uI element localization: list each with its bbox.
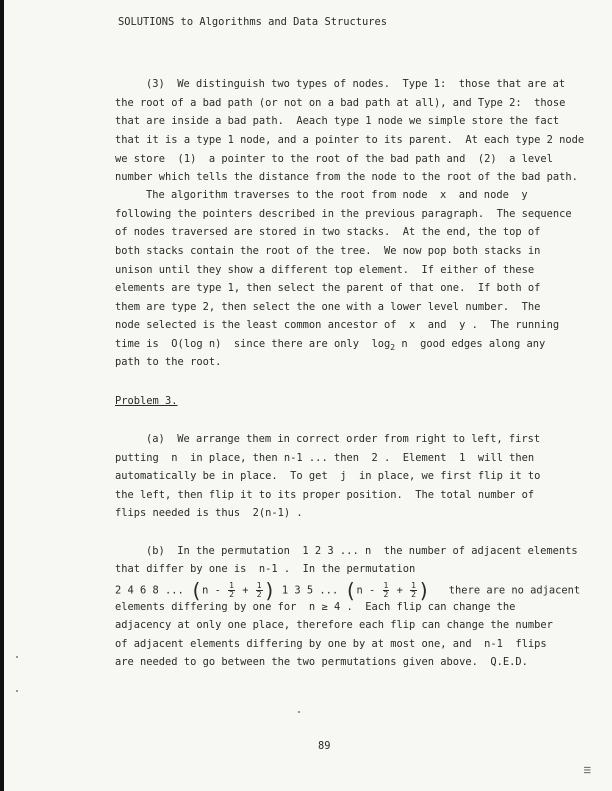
fraction-half	[256, 582, 263, 599]
part-b-line-4: adjacency at only one place, therefore each flip can change the number	[115, 619, 553, 631]
frac-num: 1	[229, 581, 234, 590]
perm-odds: 1 3 5 ...	[275, 584, 345, 597]
frac-num: 1	[383, 581, 389, 590]
part-b-line-1: (b) In the permutation 1 2 3 ... n the number of adjacent elements	[146, 545, 578, 557]
para3-line-5: we store (1) a pointer to the root of the bad path and (2) a level	[115, 153, 553, 165]
algo-line-4: both stacks contain the root of the tree. We now pop both stacks in	[115, 245, 541, 257]
problem-heading: Problem 3.	[115, 395, 178, 407]
paren-close: )	[417, 578, 431, 603]
frac-num: 1	[411, 581, 416, 590]
paren-open: (	[190, 578, 203, 603]
scan-speck	[298, 711, 300, 713]
perm-tail: there are no adjacent	[430, 584, 581, 597]
perm-evens: 2 4 6 8 ...	[115, 584, 191, 597]
perm-plus: +	[235, 584, 255, 597]
algo-line-7: them are type 2, then select the one with a lower level number. The	[115, 301, 541, 313]
page-number: 89	[318, 740, 331, 752]
algo-line-3: of nodes traversed are stored in two stacks. At the end, the top of	[115, 226, 541, 238]
algo-line-1: The algorithm traverses to the root from node x and node y	[146, 189, 528, 201]
part-b-line-2: that differ by one is n-1 . In the permutation	[115, 563, 416, 575]
part-a-line-4: the left, then flip it to its proper position. The total number of	[115, 489, 535, 501]
part-b-line-5: of adjacent elements differing by one by at most one, and n-1 flips	[115, 638, 547, 650]
part-b-line-6: are needed to go between the two permutations given above. Q.E.D.	[115, 656, 528, 668]
paren-open: (	[344, 578, 357, 603]
para3-line-1: (3) We distinguish two types of nodes. Type 1: those that are at	[146, 78, 566, 90]
log-base: 2	[390, 343, 396, 352]
fraction-half	[410, 582, 417, 599]
algo-time-pre: time is O(log n) since there are only log	[115, 338, 391, 350]
permutation-formula	[115, 578, 581, 603]
fraction-half	[228, 582, 235, 599]
perm-n-minus-2: n -	[356, 584, 382, 597]
para3-line-4: that it is a type 1 node, and a pointer to its parent. At each type 2 node	[115, 134, 585, 146]
frac-den: 2	[411, 590, 416, 599]
para3-line-3: that are inside a bad path. Aeach type 1 node we simple store the fact	[115, 115, 560, 127]
part-a-line-5: flips needed is thus 2(n-1) .	[115, 507, 303, 519]
frac-num: 1	[256, 581, 262, 590]
scan-speck	[16, 690, 18, 692]
algo-line-last: path to the root.	[115, 356, 222, 368]
perm-n-minus: n -	[202, 584, 228, 597]
scan-speck	[16, 656, 18, 658]
algo-time-post: n good edges along any	[395, 338, 546, 350]
part-a-line-3: automatically be in place. To get j in place, we first flip it to	[115, 470, 541, 482]
algo-time-line	[115, 338, 545, 354]
page-edge	[0, 0, 4, 791]
para3-line-2: the root of a bad path (or not on a bad path at all), and Type 2: those	[115, 97, 566, 109]
para3-line-6: number which tells the distance from the node to the root of the bad path.	[115, 171, 578, 183]
algo-line-6: elements are type 1, then select the parent of that one. If both of	[115, 282, 541, 294]
part-a-line-2: putting n in place, then n-1 ... then 2 . Element 1 will then	[115, 452, 535, 464]
frac-den: 2	[383, 590, 389, 599]
algo-line-2: following the pointers described in the previous paragraph. The sequence	[115, 208, 572, 220]
part-a-line-1: (a) We arrange them in correct order from right to left, first	[146, 433, 541, 445]
frac-den: 2	[229, 590, 234, 599]
perm-plus-2: +	[390, 584, 410, 597]
part-b-line-3: elements differing by one for n ≥ 4 . Each flip can change the	[115, 601, 516, 613]
algo-line-8: node selected is the least common ancestor of x and y . The running	[115, 319, 560, 331]
fraction-half	[383, 582, 390, 599]
running-title: SOLUTIONS to Algorithms and Data Structures	[118, 16, 387, 28]
frac-den: 2	[256, 590, 262, 599]
paren-close: )	[263, 578, 276, 603]
algo-line-5: unison until they show a different top element. If either of these	[115, 264, 535, 276]
corner-mark: ⅠⅠⅠ	[581, 766, 592, 774]
